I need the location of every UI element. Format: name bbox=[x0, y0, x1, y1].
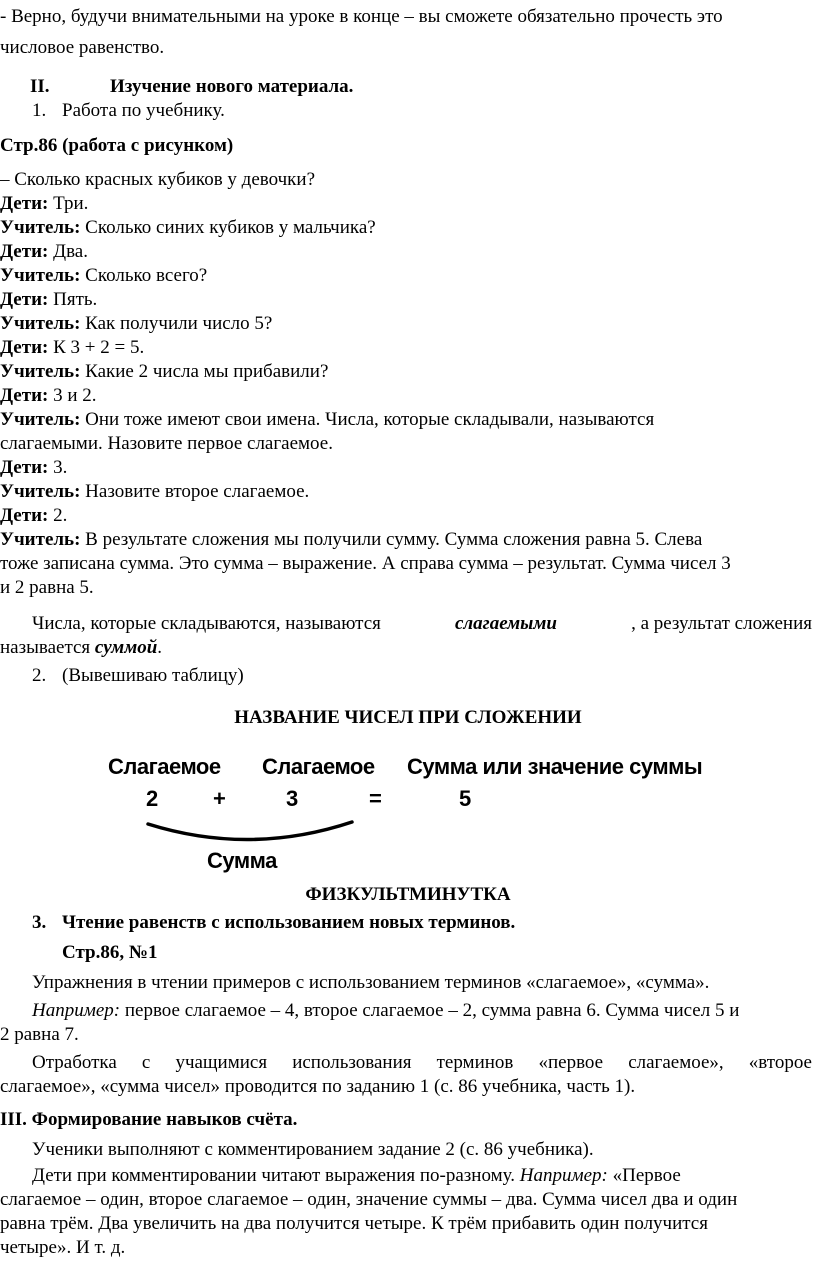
intro-line-1: - Верно, будучи внимательными на уроке в конце – вы сможете обязательно прочесть это bbox=[0, 6, 723, 27]
section-3-title: III. Формирование навыков счёта. bbox=[0, 1109, 298, 1130]
exercise-paragraph-3: Отработка с учащимися использования терминов «первое слагаемое», «второе bbox=[32, 1052, 812, 1073]
physical-exercise-heading: ФИЗКУЛЬТМИНУТКА bbox=[305, 884, 511, 905]
definition-line-1: Числа, которые складываются, называются слагаемыми , а результат сложения bbox=[32, 613, 812, 634]
dialogue-line: Учитель: Сколько синих кубиков у мальчика? bbox=[0, 217, 376, 238]
section-3-paragraph-2-line-2: слагаемое – один, второе слагаемое – один, значение суммы – два. Сумма чисел два и один bbox=[0, 1189, 738, 1210]
addend-1-value: 2 bbox=[146, 786, 158, 811]
dialogue-line: Учитель: Назовите второе слагаемое. bbox=[0, 481, 310, 502]
definition-line-2: называется суммой. bbox=[0, 637, 163, 658]
exercise-paragraph-2: Например: первое слагаемое – 4, второе слагаемое – 2, сумма равна 6. Сумма чисел 5 и bbox=[32, 1000, 740, 1021]
table-title: НАЗВАНИЕ ЧИСЕЛ ПРИ СЛОЖЕНИИ bbox=[234, 707, 582, 728]
exercise-paragraph-1: Упражнения в чтении примеров с использованием терминов «слагаемое», «сумма». bbox=[32, 972, 710, 993]
sum-value: 5 bbox=[459, 786, 471, 811]
section-3-paragraph-2: Дети при комментировании читают выражения по-разному. Например: «Первое bbox=[32, 1165, 681, 1186]
dialogue-line: Дети: 3 и 2. bbox=[0, 385, 97, 406]
item-3-number: 3. bbox=[32, 912, 47, 933]
section-2-number: II. bbox=[30, 76, 50, 97]
item-2-number: 2. bbox=[32, 665, 47, 686]
exercise-paragraph-3-cont: слагаемое», «сумма чисел» проводится по заданию 1 (с. 86 учебника, часть 1). bbox=[0, 1076, 636, 1097]
dialogue-line: Дети: 2. bbox=[0, 505, 68, 526]
addend-2-label: Слагаемое bbox=[262, 754, 375, 779]
dialogue-line: – Сколько красных кубиков у девочки? bbox=[0, 169, 316, 190]
dialogue-line: Дети: Пять. bbox=[0, 289, 98, 310]
section-2-title: Изучение нового материала. bbox=[110, 76, 354, 97]
item-1-number: 1. bbox=[32, 100, 47, 121]
section-3-paragraph-2-line-3: равна трём. Два увеличить на два получится четыре. К трём прибавить один получится bbox=[0, 1213, 708, 1234]
dialogue-line: Учитель: Сколько всего? bbox=[0, 265, 208, 286]
dialogue-line: Дети: Три. bbox=[0, 193, 89, 214]
addend-2-value: 3 bbox=[286, 786, 298, 811]
dialogue-line: Дети: К 3 + 2 = 5. bbox=[0, 337, 145, 358]
page-86-heading: Стр.86 (работа с рисунком) bbox=[0, 135, 234, 156]
plus-sign: + bbox=[213, 786, 226, 811]
intro-line-2: числовое равенство. bbox=[0, 37, 165, 58]
dialogue-line: Учитель: Какие 2 числа мы прибавили? bbox=[0, 361, 329, 382]
dialogue-line: Учитель: Они тоже имеют свои имена. Числа, которые складывали, называются bbox=[0, 409, 655, 430]
item-3-title: Чтение равенств с использованием новых терминов. bbox=[62, 912, 516, 933]
sum-label: Сумма или значение суммы bbox=[407, 754, 703, 779]
addend-1-label: Слагаемое bbox=[108, 754, 221, 779]
dialogue-line: Дети: Два. bbox=[0, 241, 88, 262]
item-1-text: Работа по учебнику. bbox=[62, 100, 225, 121]
item-2-text: (Вывешиваю таблицу) bbox=[62, 665, 244, 686]
dialogue-line: Дети: 3. bbox=[0, 457, 68, 478]
equals-sign: = bbox=[369, 786, 382, 811]
section-3-paragraph-1: Ученики выполняют с комментированием задание 2 (с. 86 учебника). bbox=[32, 1139, 594, 1160]
dialogue-line: и 2 равна 5. bbox=[0, 577, 94, 598]
item-3-reference: Стр.86, №1 bbox=[62, 942, 158, 963]
dialogue-line: тоже записана сумма. Это сумма – выражение. А справа сумма – результат. Сумма чисел 3 bbox=[0, 553, 731, 574]
section-3-paragraph-2-line-4: четыре». И т. д. bbox=[0, 1237, 126, 1258]
exercise-paragraph-2-cont: 2 равна 7. bbox=[0, 1024, 79, 1045]
dialogue-line: слагаемыми. Назовите первое слагаемое. bbox=[0, 433, 333, 454]
dialogue-line: Учитель: В результате сложения мы получили сумму. Сумма сложения равна 5. Слева bbox=[0, 529, 703, 550]
dialogue-line: Учитель: Как получили число 5? bbox=[0, 313, 273, 334]
brace-sum-label: Сумма bbox=[207, 848, 277, 873]
